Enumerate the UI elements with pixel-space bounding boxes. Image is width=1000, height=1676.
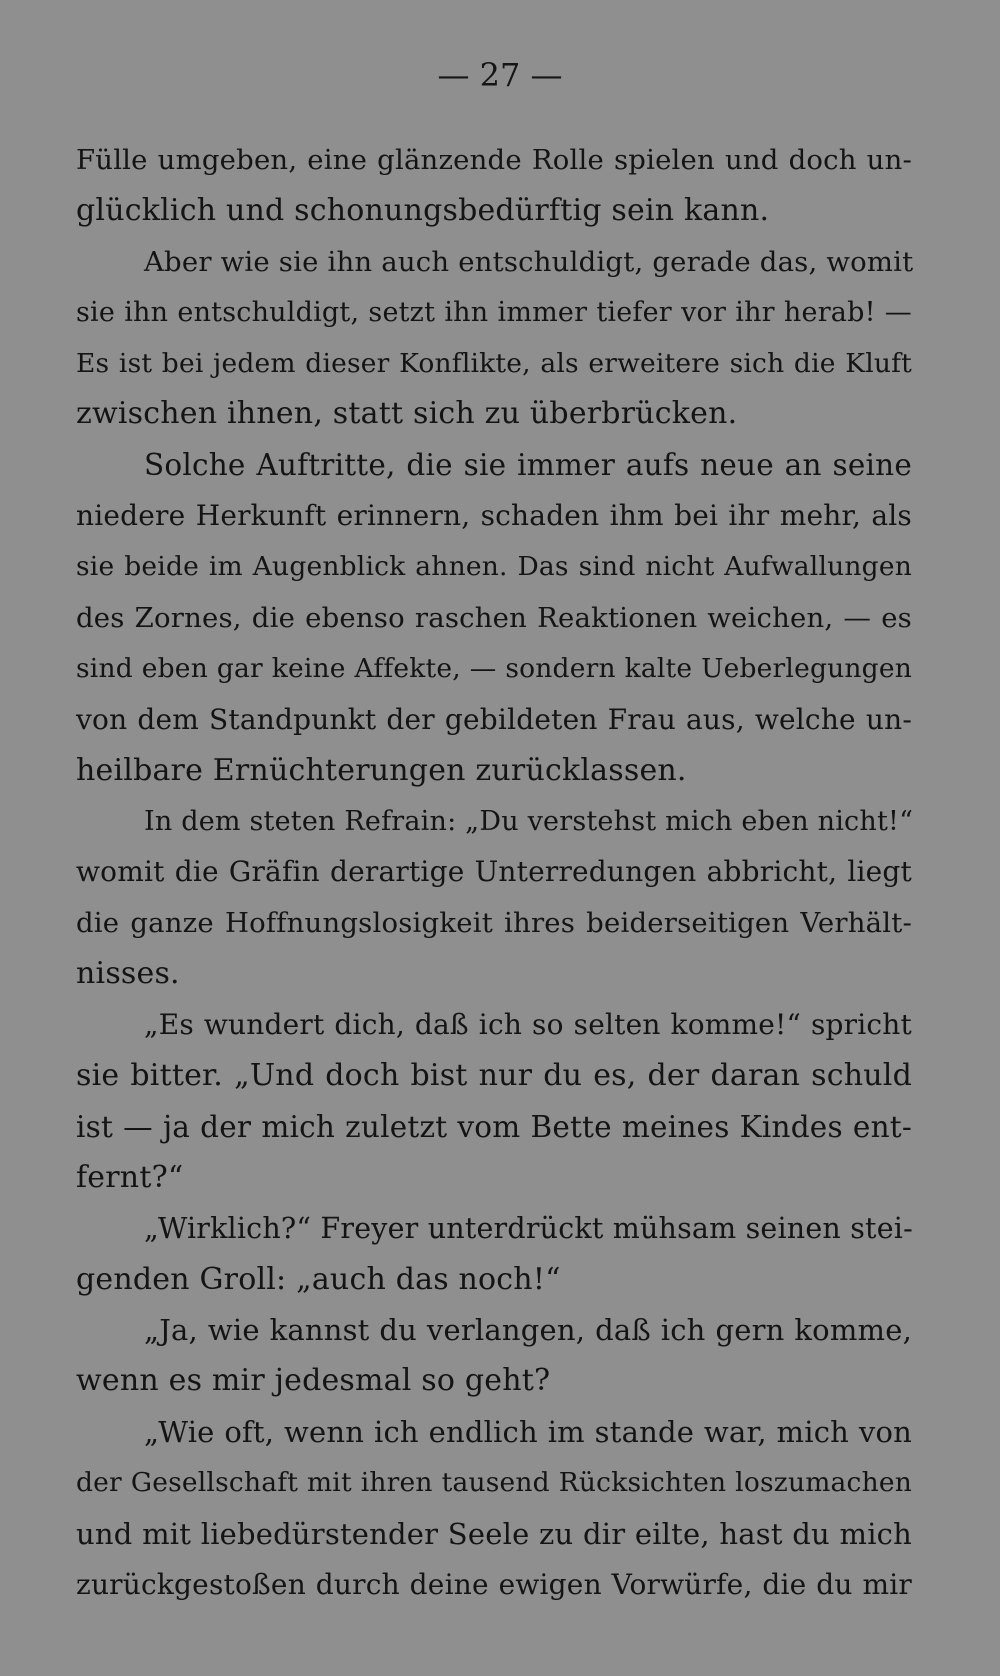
text-line: und mit liebedürstender Seele zu dir eilte, hast du mich <box>76 1517 912 1552</box>
text-line: „Wirklich?“ Freyer unterdrückt mühsam seinen stei- <box>144 1211 913 1245</box>
text-line: zwischen ihnen, statt sich zu überbrücken. <box>76 396 738 432</box>
text-line: In dem steten Refrain: „Du verstehst mich eben nicht!“ <box>144 805 914 837</box>
text-line: Fülle umgeben, eine glänzende Rolle spielen und doch un- <box>76 144 912 176</box>
text-line: glücklich und schonungsbedürftig sein kann. <box>76 192 770 228</box>
text-line: sie beide im Augenblick ahnen. Das sind nicht Aufwallungen <box>76 551 912 583</box>
text-line: von dem Standpunkt der gebildeten Frau aus, welche un- <box>76 702 912 736</box>
text-line: sind eben gar keine Affekte, — sondern kalte Ueberlegungen <box>76 652 912 684</box>
page-number: — 27 — <box>437 56 563 94</box>
text-line: nisses. <box>76 956 180 992</box>
text-line: genden Groll: „auch das noch!“ <box>76 1261 561 1297</box>
text-line: ist — ja der mich zuletzt vom Bette meines Kindes ent- <box>76 1109 912 1144</box>
text-line: sie ihn entschuldigt, setzt ihn immer tiefer vor ihr herab! — <box>76 296 912 328</box>
text-line: „Wie oft, wenn ich endlich im stande war, mich von <box>144 1415 912 1450</box>
text-line: niedere Herkunft erinnern, schaden ihm bei ihr mehr, als <box>76 499 912 533</box>
text-line: zurückgestoßen durch deine ewigen Vorwürfe, die du mir <box>76 1567 912 1601</box>
text-line: die ganze Hoffnungslosigkeit ihres beiderseitigen Verhält- <box>76 907 912 940</box>
text-line: Solche Auftritte, die sie immer aufs neue an seine <box>144 448 912 483</box>
text-line: womit die Gräfin derartige Unterredungen abbricht, liegt <box>76 855 912 889</box>
text-line: der Gesellschaft mit ihren tausend Rücksichten loszumachen <box>76 1467 912 1499</box>
text-line: „Es wundert dich, daß ich so selten komme!“ spricht <box>144 1008 912 1042</box>
text-line: „Ja, wie kannst du verlangen, daß ich gern komme, <box>144 1313 912 1348</box>
text-line: wenn es mir jedesmal so geht? <box>76 1363 551 1399</box>
text-line: sie bitter. „Und doch bist nur du es, der daran schuld <box>76 1058 912 1094</box>
text-line: heilbare Ernüchterungen zurücklassen. <box>76 752 687 788</box>
text-line: fernt?“ <box>76 1159 184 1195</box>
text-line: des Zornes, die ebenso raschen Reaktionen weichen, — es <box>76 602 912 635</box>
body-text <box>76 135 912 1611</box>
text-line: Es ist bei jedem dieser Konflikte, als erweitere sich die Kluft <box>76 347 912 379</box>
text-line: Aber wie sie ihn auch entschuldigt, gerade das, womit <box>144 245 914 278</box>
